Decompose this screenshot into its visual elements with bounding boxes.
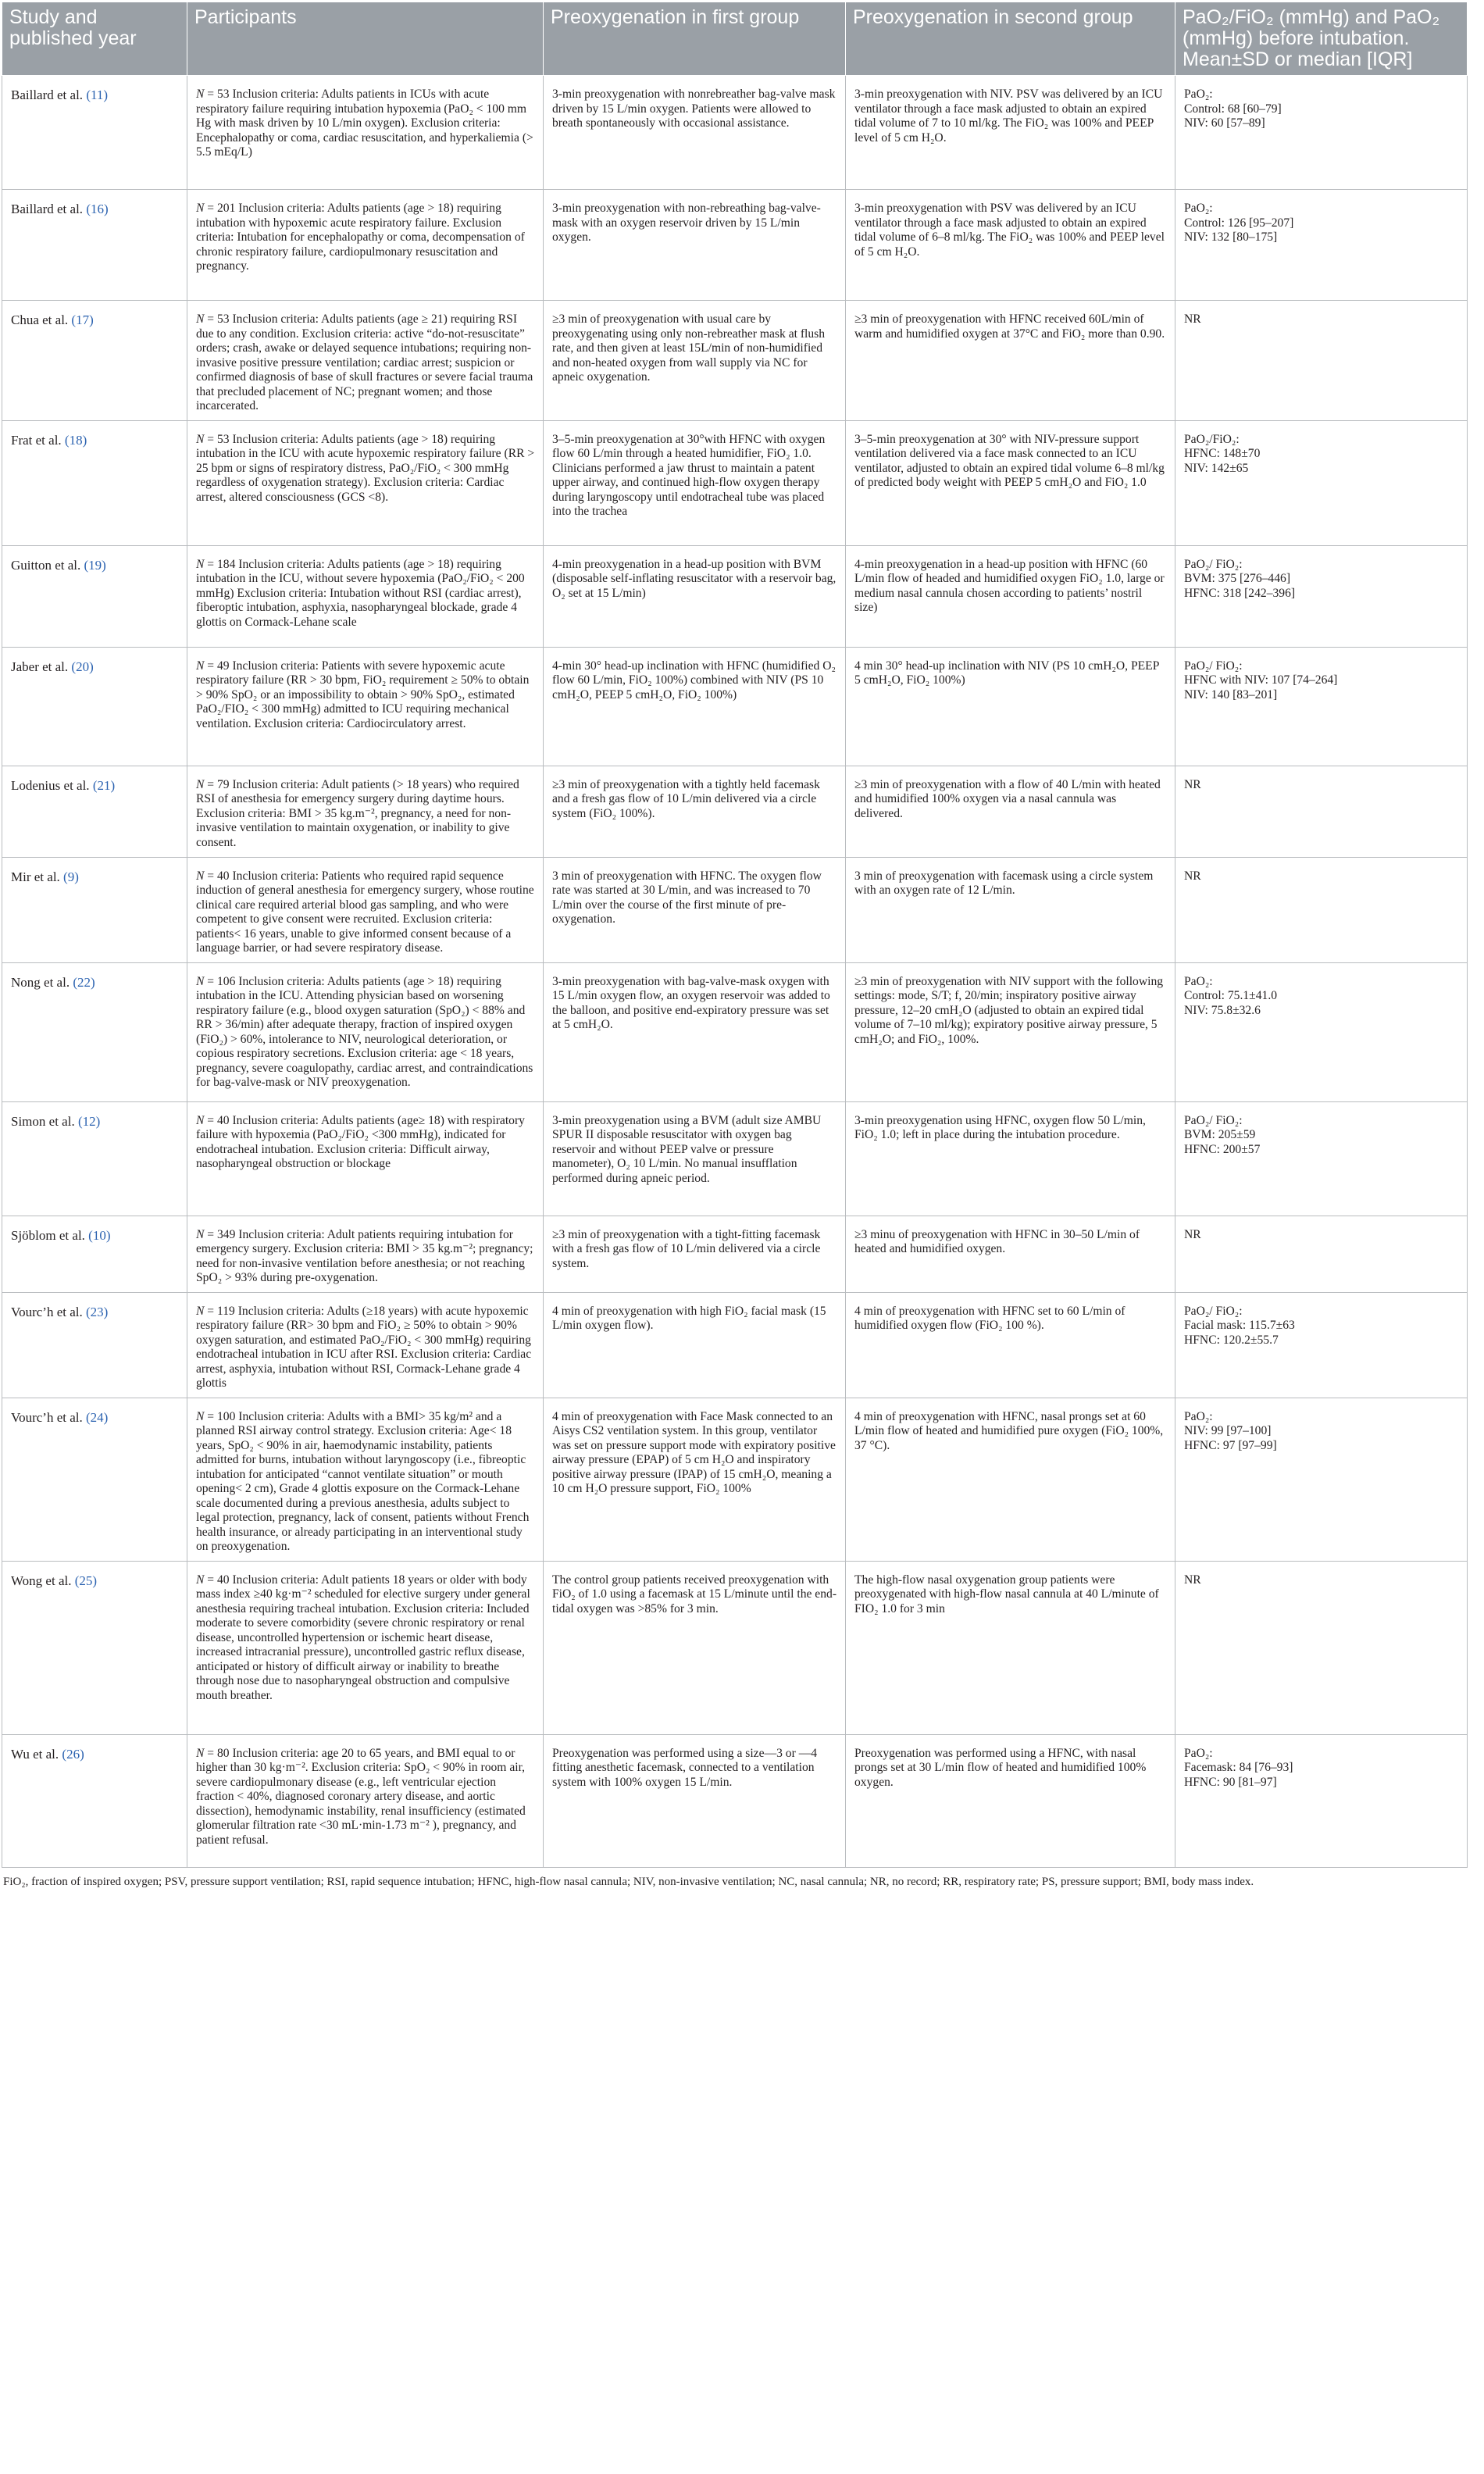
- result-line: HFNC: 318 [242–396]: [1184, 586, 1296, 600]
- participants-text: = 80 Inclusion criteria: age 20 to 65 years, and BMI equal to or higher than 30 kg·m⁻². Exclusion criteria: SpO₂ < 90% in room air, severe cardiopulmonary disease (e.g., left ventricular ejection fraction < 40%, diagnosed coronary artery disease, and aortic dissection), hemodynamic instability, renal insufficiency (estimated glomerular filtration rate <30 mL·min-1.73 m⁻² ), pregnancy, and patient refusal.: [196, 1746, 526, 1847]
- header-study: Study and published year: [2, 2, 187, 76]
- first-group-cell: The control group patients received preoxygenation with FiO₂ of 1.0 using a facemask at 15 L/minute until the end-tidal oxygen was >85% for 3 min.: [544, 1561, 846, 1734]
- reference-link[interactable]: (20): [71, 659, 94, 674]
- sample-size-label: N: [196, 1573, 205, 1587]
- second-group-cell: ≥3 min of preoxygenation with a flow of 40 L/min with heated and humidified 100% oxygen via a nasal cannula was delivered.: [846, 766, 1175, 857]
- result-line: NR: [1184, 1573, 1201, 1587]
- header-second-group: Preoxygenation in second group: [846, 2, 1175, 76]
- result-line: NIV: 60 [57–89]: [1184, 116, 1265, 130]
- result-cell: [1175, 647, 1468, 766]
- second-group-cell: Preoxygenation was performed using a HFNC, with nasal prongs set at 30 L/min flow of heated and humidified 100% oxygen.: [846, 1734, 1175, 1867]
- participants-text: = 53 Inclusion criteria: Adults patients (age ≥ 21) requiring RSI due to any condition. Exclusion criteria: active “do-not-resuscitate” orders; crash, awake or delayed sequence intubations; requiring non-invasive positive pressure ventilation; cardiac arrest; suspicion or confirmed diagnosis of base of skull fractures or severe facial trauma that precluded placement of NC; pregnant women; and those incarcerated.: [196, 312, 533, 412]
- result-cell: [1175, 1292, 1468, 1398]
- result-line: HFNC with NIV: 107 [74–264]: [1184, 673, 1338, 687]
- table-row: [2, 857, 1468, 962]
- study-name: Wu et al.: [11, 1746, 59, 1762]
- reference-link[interactable]: (21): [92, 777, 116, 793]
- sample-size-label: N: [196, 202, 205, 215]
- first-group-cell: 3 min of preoxygenation with HFNC. The oxygen flow rate was started at 30 L/min, and was increased to 70 L/min over the course of the first minute of pre-oxygenation.: [544, 857, 846, 962]
- reference-link[interactable]: (16): [86, 202, 109, 216]
- table-row: [2, 766, 1468, 857]
- table-row: [2, 545, 1468, 647]
- participants-text: = 49 Inclusion criteria: Patients with severe hypoxemic acute respiratory failure (RR > 30 bpm, FiO₂ requirement ≥ 50% to obtain > 90% SpO₂ or an impossibility to obtain > 90% SpO₂, estimated PaO₂/FIO₂ < 300 mmHg) admitted to ICU requiring mechanical ventilation. Exclusion criteria: Cardiocirculatory arrest.: [196, 659, 530, 730]
- second-group-cell: 3-min preoxygenation with PSV was delivered by an ICU ventilator through a face mask adjusted to obtain an expired tidal volume of 6–8 ml/kg. The FiO₂ was 100% and PEEP level of 5 cm H₂O.: [846, 190, 1175, 301]
- result-line: PaO₂/ FiO₂:: [1184, 557, 1243, 571]
- second-group-cell: ≥3 minu of preoxygenation with HFNC in 30–50 L/min of heated and humidified oxygen.: [846, 1216, 1175, 1292]
- reference-link[interactable]: (25): [74, 1573, 98, 1588]
- first-group-cell: 3-min preoxygenation with nonrebreather bag-valve mask driven by 15 L/min oxygen. Patients were allowed to breath spontaneously with occasional assistance.: [544, 76, 846, 190]
- second-group-cell: 4-min preoxygenation in a head-up position with HFNC (60 L/min flow of headed and humidified oxygen FiO₂ 1.0, large or medium nasal cannula chosen according to patients’ nostril size): [846, 545, 1175, 647]
- study-cell: [2, 190, 187, 301]
- study-name: Simon et al.: [11, 1113, 75, 1129]
- study-name: Jaber et al.: [11, 659, 69, 674]
- table-row: [2, 647, 1468, 766]
- result-line: PaO₂/ FiO₂:: [1184, 1304, 1243, 1318]
- result-line: Control: 75.1±41.0: [1184, 989, 1278, 1002]
- participants-text: = 349 Inclusion criteria: Adult patients requiring intubation for emergency surgery. Exclusion criteria: BMI > 35 kg.m⁻²; pregnancy; need for non-invasive ventilation before anesthesia; or not reaching SpO₂ > 93% during pre-oxygenation.: [196, 1227, 533, 1284]
- result-cell: [1175, 1398, 1468, 1561]
- result-line: NR: [1184, 1227, 1201, 1241]
- study-cell: [2, 1734, 187, 1867]
- table-row: [2, 1216, 1468, 1292]
- result-cell: [1175, 1561, 1468, 1734]
- study-cell: [2, 420, 187, 545]
- table-row: [2, 962, 1468, 1101]
- sample-size-label: N: [196, 1113, 205, 1127]
- study-cell: [2, 1216, 187, 1292]
- table-row: [2, 1561, 1468, 1734]
- second-group-cell: 3 min of preoxygenation with facemask using a circle system with an oxygen rate of 12 L/min.: [846, 857, 1175, 962]
- result-cell: [1175, 766, 1468, 857]
- reference-link[interactable]: (19): [84, 557, 106, 573]
- study-name: Vourc’h et al.: [11, 1409, 83, 1425]
- result-line: PaO₂/ FiO₂:: [1184, 1113, 1243, 1127]
- second-group-cell: The high-flow nasal oxygenation group patients were preoxygenated with high-flow nasal cannula at 40 L/minute of FIO₂ 1.0 for 3 min: [846, 1561, 1175, 1734]
- result-cell: [1175, 1101, 1468, 1216]
- participants-cell: [187, 190, 544, 301]
- result-line: NR: [1184, 312, 1201, 326]
- result-line: NR: [1184, 777, 1201, 791]
- study-name: Guitton et al.: [11, 557, 81, 573]
- participants-text: = 201 Inclusion criteria: Adults patients (age > 18) requiring intubation with hypoxemic acute respiratory failure. Exclusion criteria: Intubation for encephalopathy or coma, decompensation of chronic respiratory failure, cardiopulmonary resuscitation and pregnancy.: [196, 202, 525, 273]
- result-line: HFNC: 200±57: [1184, 1142, 1261, 1156]
- table-row: [2, 190, 1468, 301]
- study-cell: [2, 301, 187, 421]
- first-group-cell: ≥3 min of preoxygenation with usual care by preoxygenating using only non-rebreather mask at flush rate, and then given at least 15L/min of non-humidified and non-heated oxygen from wall supply via NC for apneic oxygenation.: [544, 301, 846, 421]
- participants-text: = 53 Inclusion criteria: Adults patients (age > 18) requiring intubation in the ICU with acute hypoxemic respiratory failure (RR > 25 bpm or signs of respiratory distress, PaO₂/FiO₂ < 300 mmHg regardless of oxygenation strategy). Exclusion criteria: Cardiac arrest, altered consciousness (GCS <8).: [196, 432, 535, 504]
- participants-text: = 119 Inclusion criteria: Adults (≥18 years) with acute hypoxemic respiratory failure (RR> 30 bpm and FiO₂ ≥ 50% to obtain > 90% oxygen saturation, and estimated PaO₂/FiO₂ < 300 mmHg) requiring endotracheal intubation in ICU after RSI. Exclusion criteria: Cardiac arrest, asphyxia, intubation without RSI, Cormack-Lehane grade 4 glottis: [196, 1304, 532, 1390]
- sample-size-label: N: [196, 1746, 205, 1760]
- result-line: NIV: 140 [83–201]: [1184, 687, 1278, 702]
- participants-cell: [187, 1734, 544, 1867]
- result-cell: [1175, 1734, 1468, 1867]
- participants-cell: [187, 1216, 544, 1292]
- participants-text: = 40 Inclusion criteria: Adult patients 18 years or older with body mass index ≥40 kg·m⁻² scheduled for elective surgery under general anesthesia requiring tracheal intubation. Exclusion criteria: Included moderate to severe comorbidity (severe chronic respiratory or renal disease, uncontrolled hypertension or ischemic heart disease, increased intracranial pressure), uncontrolled gastric reflux disease, anticipated or history of difficult airway or inability to breathe through nose due to nasopharyngeal obstruction and compulsive mouth breather.: [196, 1573, 530, 1702]
- participants-cell: [187, 857, 544, 962]
- second-group-cell: 4 min of preoxygenation with HFNC set to 60 L/min of humidified oxygen flow (FiO₂ 100 %).: [846, 1292, 1175, 1398]
- study-name: Sjöblom et al.: [11, 1227, 85, 1243]
- studies-table: [2, 2, 1468, 1868]
- result-line: NIV: 99 [97–100]: [1184, 1424, 1272, 1437]
- second-group-cell: 4 min of preoxygenation with HFNC, nasal prongs set at 60 L/min flow of heated and humidified pure oxygen (FiO₂ 100%, 37 °C).: [846, 1398, 1175, 1561]
- result-line: Facemask: 84 [76–93]: [1184, 1761, 1293, 1774]
- second-group-cell: 4 min 30° head-up inclination with NIV (PS 10 cmH₂O, PEEP 5 cmH₂O, FiO₂ 100%): [846, 647, 1175, 766]
- participants-cell: [187, 1561, 544, 1734]
- result-line: BVM: 205±59: [1184, 1128, 1256, 1141]
- result-cell: [1175, 76, 1468, 190]
- first-group-cell: 3-min preoxygenation with non-rebreathing bag-valve-mask with an oxygen reservoir driven by 15 L/min oxygen.: [544, 190, 846, 301]
- result-line: BVM: 375 [276–446]: [1184, 572, 1291, 585]
- study-name: Baillard et al.: [11, 87, 84, 102]
- sample-size-label: N: [196, 974, 205, 988]
- study-name: Baillard et al.: [11, 202, 84, 216]
- result-cell: [1175, 190, 1468, 301]
- table-row: [2, 76, 1468, 190]
- study-cell: [2, 545, 187, 647]
- first-group-cell: 4-min preoxygenation in a head-up position with BVM (disposable self-inflating resuscitator with a reservoir bag, O₂ set at 15 L/min): [544, 545, 846, 647]
- participants-cell: [187, 962, 544, 1101]
- participants-cell: [187, 1101, 544, 1216]
- participants-cell: [187, 545, 544, 647]
- participants-cell: [187, 647, 544, 766]
- table-row: [2, 1734, 1468, 1867]
- study-name: Mir et al.: [11, 869, 60, 884]
- sample-size-label: N: [196, 312, 205, 326]
- result-line: HFNC: 97 [97–99]: [1184, 1438, 1277, 1452]
- participants-cell: [187, 1398, 544, 1561]
- participants-text: = 53 Inclusion criteria: Adults patients in ICUs with acute respiratory failure requiring intubation hypoxemia (PaO₂ < 100 mm Hg with mask driven by 10 L/min oxygen). Exclusion criteria: Encephalopathy or coma, cardiac resuscitation, and hyperkaliemia (> 5.5 mEq/L): [196, 87, 533, 159]
- result-cell: [1175, 545, 1468, 647]
- first-group-cell: 3-min preoxygenation with bag-valve-mask oxygen with 15 L/min oxygen flow, an oxygen reservoir was added to the balloon, and positive end-expiratory pressure was set at 5 cmH₂O.: [544, 962, 846, 1101]
- table-row: [2, 1292, 1468, 1398]
- sample-size-label: N: [196, 659, 205, 673]
- study-name: Lodenius et al.: [11, 777, 90, 793]
- study-cell: [2, 76, 187, 190]
- study-name: Frat et al.: [11, 432, 62, 448]
- result-line: PaO₂:: [1184, 87, 1213, 101]
- result-line: PaO₂:: [1184, 1409, 1213, 1423]
- study-name: Vourc’h et al.: [11, 1304, 83, 1319]
- study-cell: [2, 962, 187, 1101]
- table-row: [2, 301, 1468, 421]
- table-row: [2, 1398, 1468, 1561]
- first-group-cell: ≥3 min of preoxygenation with a tight-fitting facemask with a fresh gas flow of 10 L/min delivered via a circle system.: [544, 1216, 846, 1292]
- reference-link[interactable]: (18): [64, 432, 87, 448]
- result-line: PaO₂/ FiO₂:: [1184, 659, 1243, 673]
- header-first-group: Preoxygenation in first group: [544, 2, 846, 76]
- header-pao2-fio2: PaO₂/FiO₂ (mmHg) and PaO₂ (mmHg) before intubation. Mean±SD or median [IQR]: [1175, 2, 1468, 76]
- result-cell: [1175, 1216, 1468, 1292]
- result-cell: [1175, 301, 1468, 421]
- study-cell: [2, 1292, 187, 1398]
- result-line: Control: 68 [60–79]: [1184, 102, 1282, 116]
- sample-size-label: N: [196, 432, 205, 446]
- participants-cell: [187, 420, 544, 545]
- first-group-cell: Preoxygenation was performed using a size—3 or —4 fitting anesthetic facemask, connected to a ventilation system with 100% oxygen 15 L/min.: [544, 1734, 846, 1867]
- second-group-cell: ≥3 min of preoxygenation with HFNC received 60L/min of warm and humidified oxygen at 37°C and FiO₂ more than 0.90.: [846, 301, 1175, 421]
- result-line: Control: 126 [95–207]: [1184, 216, 1294, 230]
- study-cell: [2, 1398, 187, 1561]
- participants-text: = 40 Inclusion criteria: Patients who required rapid sequence induction of general anesthesia for emergency surgery, whose routine clinical care required arterial blood gas sampling, and who were competent to give consent were recruited. Exclusion criteria: patients< 16 years, unable to give informed consent because of a language barrier, or had severe respiratory disease.: [196, 869, 534, 955]
- reference-link[interactable]: (12): [77, 1113, 101, 1129]
- participants-cell: [187, 76, 544, 190]
- result-line: NIV: 75.8±32.6: [1184, 1003, 1261, 1017]
- second-group-cell: ≥3 min of preoxygenation with NIV support with the following settings: mode, S/T; f, 20/min; inspiratory positive airway pressure, 12–20 cmH₂O (adjusted to obtain an expired tidal volume of 7–10 ml/kg); expiratory positive airway pressure, 5 cmH₂O; and FiO₂, 100%.: [846, 962, 1175, 1101]
- reference-link[interactable]: (11): [86, 87, 109, 102]
- sample-size-label: N: [196, 1304, 205, 1318]
- sample-size-label: N: [196, 1227, 205, 1241]
- result-line: NIV: 142±65: [1184, 461, 1249, 475]
- result-line: HFNC: 90 [81–97]: [1184, 1775, 1277, 1789]
- reference-link[interactable]: (22): [73, 974, 95, 990]
- participants-text: = 40 Inclusion criteria: Adults patients (age≥ 18) with respiratory failure with hypoxemia (PaO₂/FiO₂ <300 mmHg), indicated for endotracheal intubation. Exclusion criteria: Difficult airway, nasopharyngeal obstruction or blockage: [196, 1113, 525, 1170]
- first-group-cell: 3-min preoxygenation using a BVM (adult size AMBU SPUR II disposable resuscitator with oxygen bag reservoir and without PEEP valve or pressure manometer), O₂ 10 L/min. No manual insufflation performed during apneic period.: [544, 1101, 846, 1216]
- participants-cell: [187, 301, 544, 421]
- study-cell: [2, 766, 187, 857]
- reference-link[interactable]: (17): [71, 312, 94, 327]
- table-row: [2, 1101, 1468, 1216]
- result-cell: [1175, 962, 1468, 1101]
- result-line: PaO₂:: [1184, 1746, 1213, 1760]
- reference-link[interactable]: (23): [86, 1304, 109, 1319]
- header-participants: Participants: [187, 2, 544, 76]
- study-name: Chua et al.: [11, 312, 69, 327]
- first-group-cell: 4 min of preoxygenation with Face Mask connected to an Aisys CS2 ventilation system. In this group, ventilator was set on pressure support mode with expiratory positive airway pressure (EPAP) of 5 cm H₂O and inspiratory positive airway pressure (IPAP) of 15 cmH₂O, meaning a 10 cm H₂O pressure support, FiO₂ 100%: [544, 1398, 846, 1561]
- participants-text: = 79 Inclusion criteria: Adult patients (> 18 years) who required RSI of anesthesia for emergency surgery during daytime hours. Exclusion criteria: BMI > 35 kg.m⁻², pregnancy, a need for non-invasive ventilation to maintain oxygenation, or inability to give consent.: [196, 777, 519, 849]
- first-group-cell: 4-min 30° head-up inclination with HFNC (humidified O₂ flow 60 L/min, FiO₂ 100%) combined with NIV (PS 10 cmH₂O, PEEP 5 cmH₂O, FiO₂ 100%): [544, 647, 846, 766]
- header-row: [2, 2, 1468, 76]
- reference-link[interactable]: (10): [88, 1227, 111, 1243]
- study-cell: [2, 1101, 187, 1216]
- first-group-cell: 4 min of preoxygenation with high FiO₂ facial mask (15 L/min oxygen flow).: [544, 1292, 846, 1398]
- result-cell: [1175, 420, 1468, 545]
- sample-size-label: N: [196, 777, 205, 791]
- table-body: [2, 76, 1468, 1868]
- first-group-cell: 3–5-min preoxygenation at 30°with HFNC with oxygen flow 60 L/min through a heated humidifier, FiO₂ 1.0. Clinicians performed a jaw thrust to maintain a patent upper airway, and continued high-flow oxygen therapy during laryngoscopy until endotracheal tube was placed into the trachea: [544, 420, 846, 545]
- result-line: NIV: 132 [80–175]: [1184, 230, 1278, 244]
- result-cell: [1175, 857, 1468, 962]
- participants-cell: [187, 766, 544, 857]
- reference-link[interactable]: (26): [62, 1746, 84, 1762]
- reference-link[interactable]: (24): [86, 1409, 109, 1425]
- result-line: PaO₂/FiO₂:: [1184, 432, 1240, 446]
- study-cell: [2, 1561, 187, 1734]
- second-group-cell: 3-min preoxygenation with NIV. PSV was delivered by an ICU ventilator through a face mask adjusted to obtain an expired tidal volume of 7 to 10 ml/kg. The FiO₂ was 100% and PEEP level of 5 cm H₂O.: [846, 76, 1175, 190]
- first-group-cell: ≥3 min of preoxygenation with a tightly held facemask and a fresh gas flow of 10 L/min delivered via a circle system (FiO₂ 100%).: [544, 766, 846, 857]
- result-line: PaO₂:: [1184, 202, 1213, 215]
- study-cell: [2, 857, 187, 962]
- table-row: [2, 420, 1468, 545]
- table-container: [2, 2, 1467, 1889]
- study-name: Wong et al.: [11, 1573, 72, 1588]
- reference-link[interactable]: (9): [63, 869, 79, 884]
- participants-cell: [187, 1292, 544, 1398]
- sample-size-label: N: [196, 869, 205, 883]
- sample-size-label: N: [196, 1409, 205, 1423]
- table-header: [2, 2, 1468, 76]
- table-footnote: FiO₂, fraction of inspired oxygen; PSV, pressure support ventilation; RSI, rapid sequence intubation; HFNC, high-flow nasal cannula; NIV, non-invasive ventilation; NC, nasal cannula; NR, no record; RR, respiratory rate; PS, pressure support; BMI, body mass index.: [3, 1875, 1254, 1888]
- participants-text: = 106 Inclusion criteria: Adults patients (age > 18) requiring intubation in the ICU. Attending physician based on worsening respiratory failure (e.g., blood oxygen saturation (SpO₂) < 88% and RR > 36/min) after adequate therapy, fraction of inspired oxygen (FiO₂) > 60%, intolerance to NIV, neurological deterioration, or copious respiratory secretions. Exclusion criteria: age < 18 years, pregnancy, severe coagulopathy, cardiac arrest, and contraindications for bag-valve-mask or NIV preoxygenation.: [196, 974, 533, 1089]
- second-group-cell: 3-min preoxygenation using HFNC, oxygen flow 50 L/min, FiO₂ 1.0; left in place during the intubation procedure.: [846, 1101, 1175, 1216]
- second-group-cell: 3–5-min preoxygenation at 30° with NIV-pressure support ventilation delivered via a face mask connected to an ICU ventilator, adjusted to obtain an expired tidal volume 6–8 ml/kg of predicted body weight with PEEP 5 cmH₂O and FiO₂ 1.0: [846, 420, 1175, 545]
- sample-size-label: N: [196, 87, 205, 101]
- result-line: HFNC: 120.2±55.7: [1184, 1333, 1279, 1347]
- result-line: NR: [1184, 869, 1201, 883]
- study-cell: [2, 647, 187, 766]
- sample-size-label: N: [196, 557, 205, 571]
- study-name: Nong et al.: [11, 974, 70, 990]
- participants-text: = 100 Inclusion criteria: Adults with a BMI> 35 kg/m² and a planned RSI airway control strategy. Exclusion criteria: Age< 18 years, SpO₂ < 90% in air, haemodynamic instability, patients admitted for burns, intubation without laryngoscopy (i.e., fibreoptic intubation for anticipated “cannot ventilate situation” or mouth opening< 2 cm), Grade 4 glottis exposure on the Cormack-Lehane scale documented during a previous anesthesia, adults subject to legal protection, pregnancy, lack of consent, patients without French health insurance, or already participating in an interventional study on preoxygenation.: [196, 1409, 530, 1553]
- result-line: Facial mask: 115.7±63: [1184, 1319, 1295, 1332]
- participants-text: = 184 Inclusion criteria: Adults patients (age > 18) requiring intubation in the ICU, without severe hypoxemia (PaO₂/FiO₂ < 200 mmHg) Exclusion criteria: Intubation without RSI (cardiac arrest), fiberoptic intubation, asphyxia, nasopharyngeal blockade, grade 4 glottis on Cormack-Lehane scale: [196, 557, 525, 629]
- result-line: HFNC: 148±70: [1184, 447, 1261, 460]
- result-line: PaO₂:: [1184, 974, 1213, 988]
